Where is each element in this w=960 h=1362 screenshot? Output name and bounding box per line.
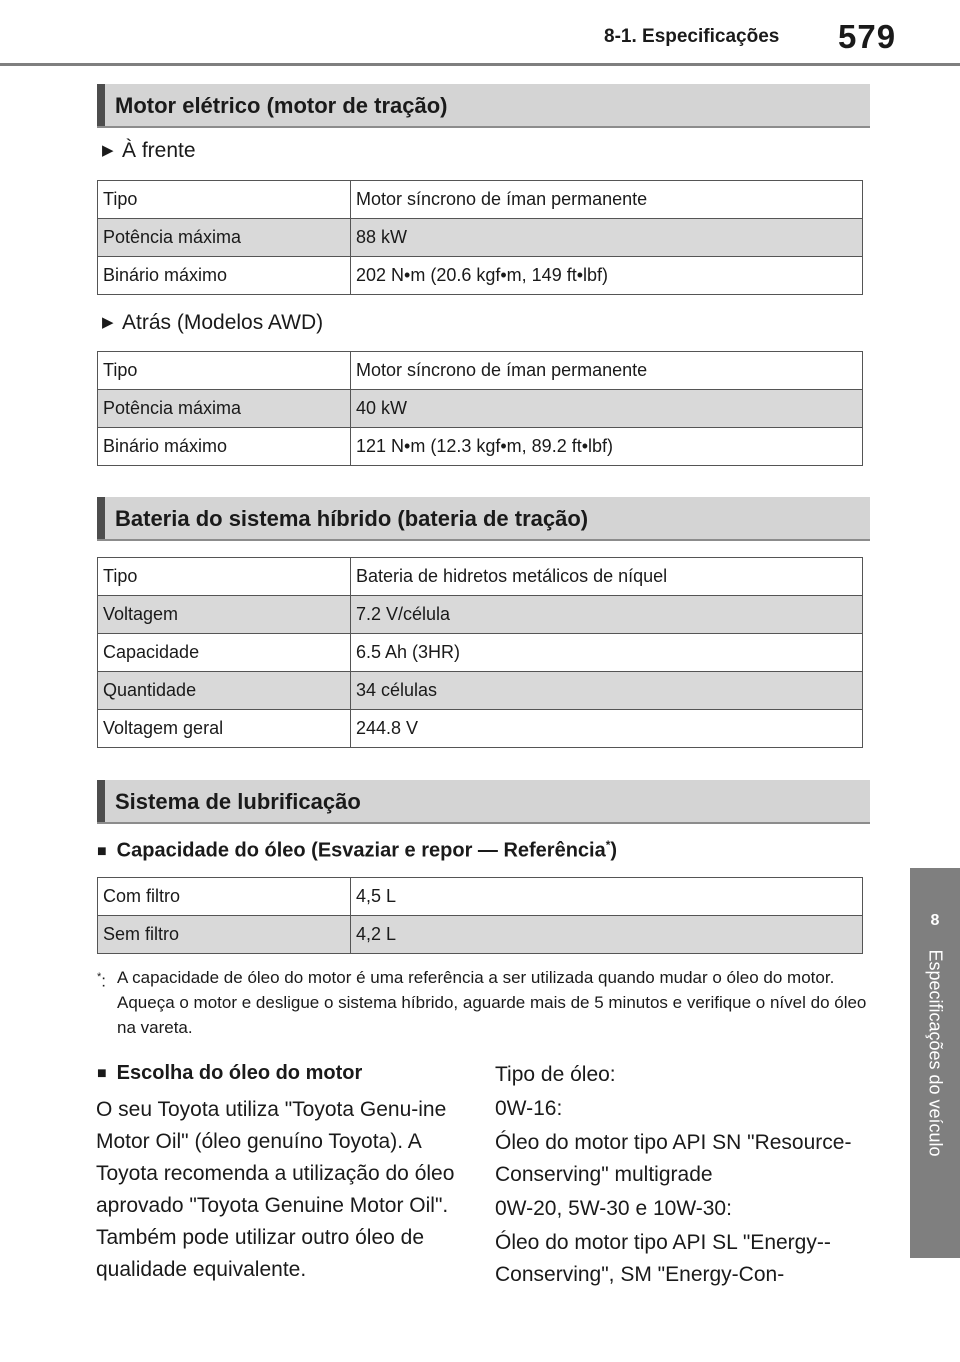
table-key: Quantidade bbox=[98, 672, 351, 710]
section-title-motor: Motor elétrico (motor de tração) bbox=[115, 93, 448, 118]
table-value: 121 N•m (12.3 kgf•m, 89.2 ft•lbf) bbox=[351, 428, 863, 466]
rear-label: Atrás (Modelos AWD) bbox=[122, 311, 324, 334]
table-value: 202 N•m (20.6 kgf•m, 149 ft•lbf) bbox=[351, 257, 863, 295]
footnote: *: A capacidade de óleo do motor é uma referência a ser utilizada quando mudar o óleo do motor. Aqueça o motor e desligue o sistema híbrido, aguarde mais de 5 minutos e verifique o nível do óleo na vareta. bbox=[97, 965, 867, 1040]
front-subheading bbox=[102, 139, 196, 163]
table-key: Potência máxima bbox=[98, 219, 351, 257]
battery-table bbox=[97, 557, 863, 748]
oil-choice-heading: ■ Escolha do óleo do motor bbox=[97, 1062, 363, 1084]
rear-motor-table bbox=[97, 351, 863, 466]
table-key: Binário máximo bbox=[98, 257, 351, 295]
section-title: 8-1. Especificações bbox=[604, 26, 780, 47]
table-row bbox=[98, 558, 863, 596]
front-label: À frente bbox=[122, 139, 196, 162]
table-key: Voltagem geral bbox=[98, 710, 351, 748]
oil-grade-multi: 0W-20, 5W-30 e 10W-30: bbox=[495, 1197, 732, 1220]
oil-type-label: Tipo de óleo: bbox=[495, 1063, 616, 1086]
table-key: Tipo bbox=[98, 558, 351, 596]
chapter-label: Especificações do veículo bbox=[925, 949, 946, 1157]
table-row bbox=[98, 710, 863, 748]
oil-capacity-table bbox=[97, 877, 863, 954]
table-row bbox=[98, 634, 863, 672]
square-bullet-icon: ■ bbox=[97, 1065, 107, 1082]
table-row bbox=[98, 390, 863, 428]
table-key: Potência máxima bbox=[98, 390, 351, 428]
table-key: Capacidade bbox=[98, 634, 351, 672]
oil-choice-right-column bbox=[495, 1059, 880, 1293]
table-value: 40 kW bbox=[351, 390, 863, 428]
triangle-bullet-icon: ▶ bbox=[102, 314, 114, 331]
triangle-bullet-icon: ▶ bbox=[102, 142, 114, 159]
front-motor-table bbox=[97, 180, 863, 295]
table-row bbox=[98, 181, 863, 219]
footnote-text: A capacidade de óleo do motor é uma referência a ser utilizada quando mudar o óleo do motor. Aqueça o motor e desligue o sistema híbrido, aguarde mais de 5 minutos e verifique o nível do óleo na vareta. bbox=[117, 968, 867, 1037]
table-row bbox=[98, 878, 863, 916]
table-row bbox=[98, 596, 863, 634]
page-number: 579 bbox=[838, 18, 897, 55]
table-row bbox=[98, 916, 863, 954]
table-value: Bateria de hidretos metálicos de níquel bbox=[351, 558, 863, 596]
oil-grade-0w16: 0W-16: bbox=[495, 1097, 563, 1120]
table-value: 4,2 L bbox=[351, 916, 863, 954]
header-rule bbox=[0, 63, 960, 66]
table-row bbox=[98, 428, 863, 466]
oil-spec-sn: Óleo do motor tipo API SN "Resource-Conserving" multigrade bbox=[495, 1131, 852, 1186]
oil-capacity-heading: ■ Capacidade do óleo (Esvaziar e repor — Referência*) bbox=[97, 838, 618, 862]
section-title-battery: Bateria do sistema híbrido (bateria de tração) bbox=[115, 506, 589, 531]
chapter-number: 8 bbox=[930, 912, 940, 929]
table-value: 88 kW bbox=[351, 219, 863, 257]
table-key: Binário máximo bbox=[98, 428, 351, 466]
table-key: Com filtro bbox=[98, 878, 351, 916]
table-value: 7.2 V/célula bbox=[351, 596, 863, 634]
table-row bbox=[98, 352, 863, 390]
table-row bbox=[98, 672, 863, 710]
table-value: 34 células bbox=[351, 672, 863, 710]
oil-choice-left-text: O seu Toyota utiliza "Toyota Genu-ine Motor Oil" (óleo genuíno Toyota). A Toyota recomenda a utilização do óleo aprovado "Toyota Genuine Motor Oil". Também pode utilizar outro óleo de qualidade equivalente. bbox=[96, 1098, 455, 1281]
table-row bbox=[98, 219, 863, 257]
table-value: 4,5 L bbox=[351, 878, 863, 916]
table-key: Tipo bbox=[98, 181, 351, 219]
section-header-motor bbox=[97, 84, 870, 128]
table-key: Tipo bbox=[98, 352, 351, 390]
table-value: 244.8 V bbox=[351, 710, 863, 748]
table-value: Motor síncrono de íman permanente bbox=[351, 181, 863, 219]
rear-subheading bbox=[102, 311, 323, 335]
table-key: Voltagem bbox=[98, 596, 351, 634]
table-key: Sem filtro bbox=[98, 916, 351, 954]
table-value: 6.5 Ah (3HR) bbox=[351, 634, 863, 672]
table-value: Motor síncrono de íman permanente bbox=[351, 352, 863, 390]
section-title-lubrication: Sistema de lubrificação bbox=[115, 789, 361, 814]
section-header-battery bbox=[97, 497, 870, 541]
oil-spec-sl: Óleo do motor tipo API SL "Energy--Conserving", SM "Energy-Con- bbox=[495, 1231, 831, 1286]
table-row bbox=[98, 257, 863, 295]
section-header-lubrication bbox=[97, 780, 870, 824]
square-bullet-icon: ■ bbox=[97, 842, 107, 860]
